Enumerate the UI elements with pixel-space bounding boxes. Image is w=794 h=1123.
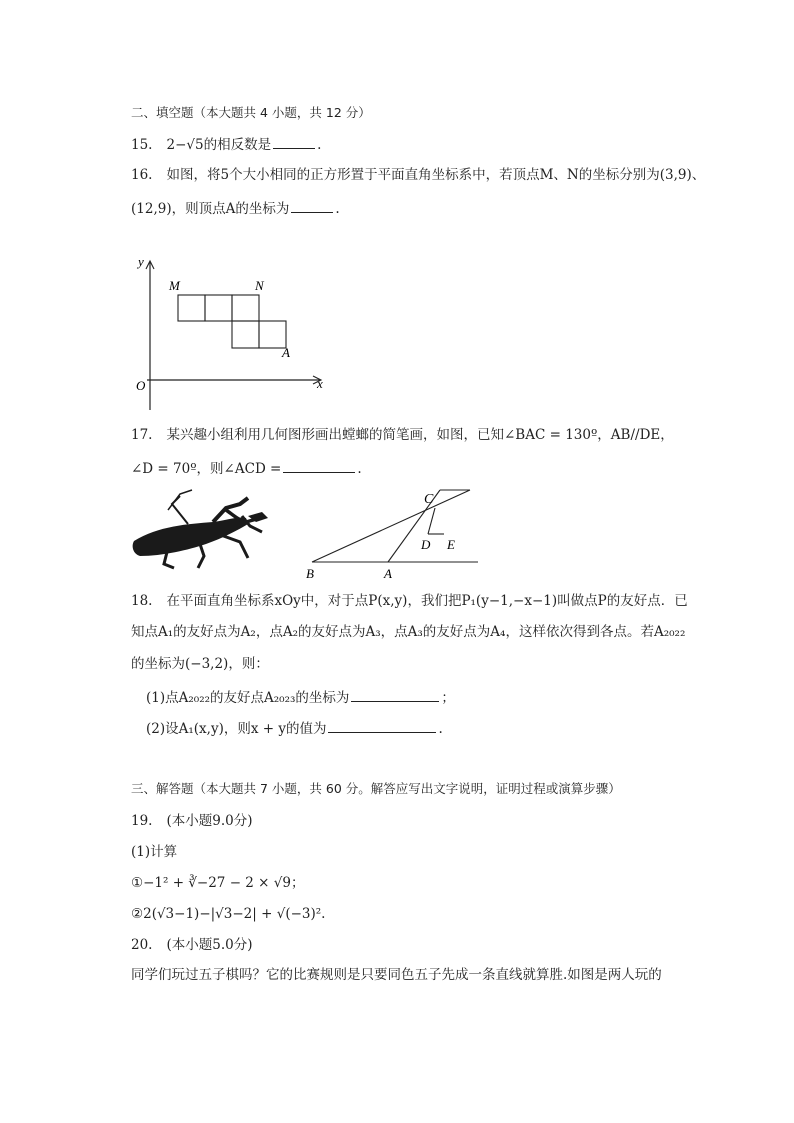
question-text: 在平面直角坐标系xOy中，对于点P(x,y)，我们把P₁(y−1,−x−1)叫做点P的友好点．已 xyxy=(166,593,688,609)
question-score: (本小题9.0分) xyxy=(166,813,253,829)
question-20-line-1: 同学们玩过五子棋吗？它的比赛规则是只要同色五子先成一条直线就算胜.如图是两人玩的 xyxy=(131,967,662,983)
question-end: . xyxy=(317,137,322,153)
origin-label: O xyxy=(136,378,146,393)
answer-blank[interactable] xyxy=(273,134,315,149)
line-cd xyxy=(428,508,435,534)
question-16-line-1 xyxy=(131,166,705,184)
question-text: (1)点A₂₀₂₂的友好点A₂₀₂₃的坐标为 xyxy=(146,690,350,706)
label-a: A xyxy=(384,566,392,581)
answer-blank[interactable] xyxy=(283,458,355,473)
question-19-item-1: ①−1² + ∛−27 − 2 × √9； xyxy=(131,875,305,891)
mantis-wing-line xyxy=(172,496,188,524)
answer-blank[interactable] xyxy=(351,687,439,702)
question-17-line-1 xyxy=(131,426,674,444)
square xyxy=(205,295,232,321)
answer-blank[interactable] xyxy=(291,198,333,213)
question-text: 如图，将5个大小相同的正方形置于平面直角坐标系中，若顶点M、N的坐标分别为(3,9)、 xyxy=(166,167,706,183)
question-number: 17. xyxy=(131,427,153,443)
question-number: 18. xyxy=(131,593,153,609)
vertex-label-n: N xyxy=(255,278,264,293)
question-text: ∠D = 70º，则∠ACD = xyxy=(131,461,282,477)
section-3-title: 三、解答题（本大题共 7 小题，共 60 分。解答应写出文字说明，证明过程或演算步骤） xyxy=(131,781,621,796)
label-e: E xyxy=(447,537,455,552)
label-b: B xyxy=(306,566,314,581)
mantis-body xyxy=(133,517,248,556)
question-18-line-3 xyxy=(131,655,269,673)
question-18-line-1 xyxy=(131,592,688,610)
square xyxy=(178,295,205,321)
mantis-antenna xyxy=(168,490,192,510)
question-text: 的坐标为(−3,2)，则： xyxy=(131,656,269,672)
question-18-line-2 xyxy=(131,623,685,641)
vertex-label-a: A xyxy=(282,345,290,360)
answer-blank[interactable] xyxy=(328,718,436,733)
question-18-sub-2 xyxy=(146,718,443,738)
squares-group xyxy=(178,295,286,348)
question-text: 的相反数是 xyxy=(203,137,272,153)
section-2-title: 二、填空题（本大题共 4 小题，共 12 分） xyxy=(131,105,371,120)
mantis-leg xyxy=(218,534,248,558)
question-18-sub-1 xyxy=(146,687,455,707)
coordinate-squares-figure xyxy=(125,250,335,415)
question-19-part-1: (1)计算 xyxy=(131,844,178,860)
square xyxy=(259,321,286,348)
label-d: D xyxy=(421,537,431,552)
question-text: 某兴趣小组利用几何图形画出螳螂的简笔画，如图，已知∠BAC = 130º，AB//DE， xyxy=(166,427,674,443)
question-score: (本小题5.0分) xyxy=(166,937,253,953)
question-end: . xyxy=(357,461,362,477)
y-axis-label: y xyxy=(138,254,144,269)
question-19-header xyxy=(131,812,253,830)
label-c: C xyxy=(424,492,434,507)
question-number: 15. xyxy=(131,137,153,153)
question-end: ； xyxy=(441,690,455,706)
mantis-drawing-image xyxy=(128,486,288,570)
question-17-line-2 xyxy=(131,458,362,478)
question-text-math: 2−√5 xyxy=(166,137,204,153)
question-16-line-2 xyxy=(131,198,340,218)
question-number: 19. xyxy=(131,813,153,829)
question-text: (12,9)，则顶点A的坐标为 xyxy=(131,201,290,217)
question-end: . xyxy=(438,721,443,737)
question-19-item-2: ②2(√3−1)−|√3−2| + √(−3)². xyxy=(131,906,326,922)
question-number: 20. xyxy=(131,937,153,953)
geometry-figure xyxy=(300,484,485,582)
question-text: (2)设A₁(x,y)，则x + y的值为 xyxy=(146,721,327,737)
question-text: 知点A₁的友好点为A₂，点A₂的友好点为A₃，点A₃的友好点为A₄，这样依次得到各点。若A₂₀₂₂ xyxy=(131,624,686,640)
vertex-label-m: M xyxy=(169,278,180,293)
square xyxy=(232,295,259,321)
question-end: . xyxy=(335,201,340,217)
question-20-header xyxy=(131,936,253,954)
x-axis-label: x xyxy=(317,376,323,391)
question-15 xyxy=(131,134,321,154)
square xyxy=(232,321,259,348)
question-number: 16. xyxy=(131,167,153,183)
